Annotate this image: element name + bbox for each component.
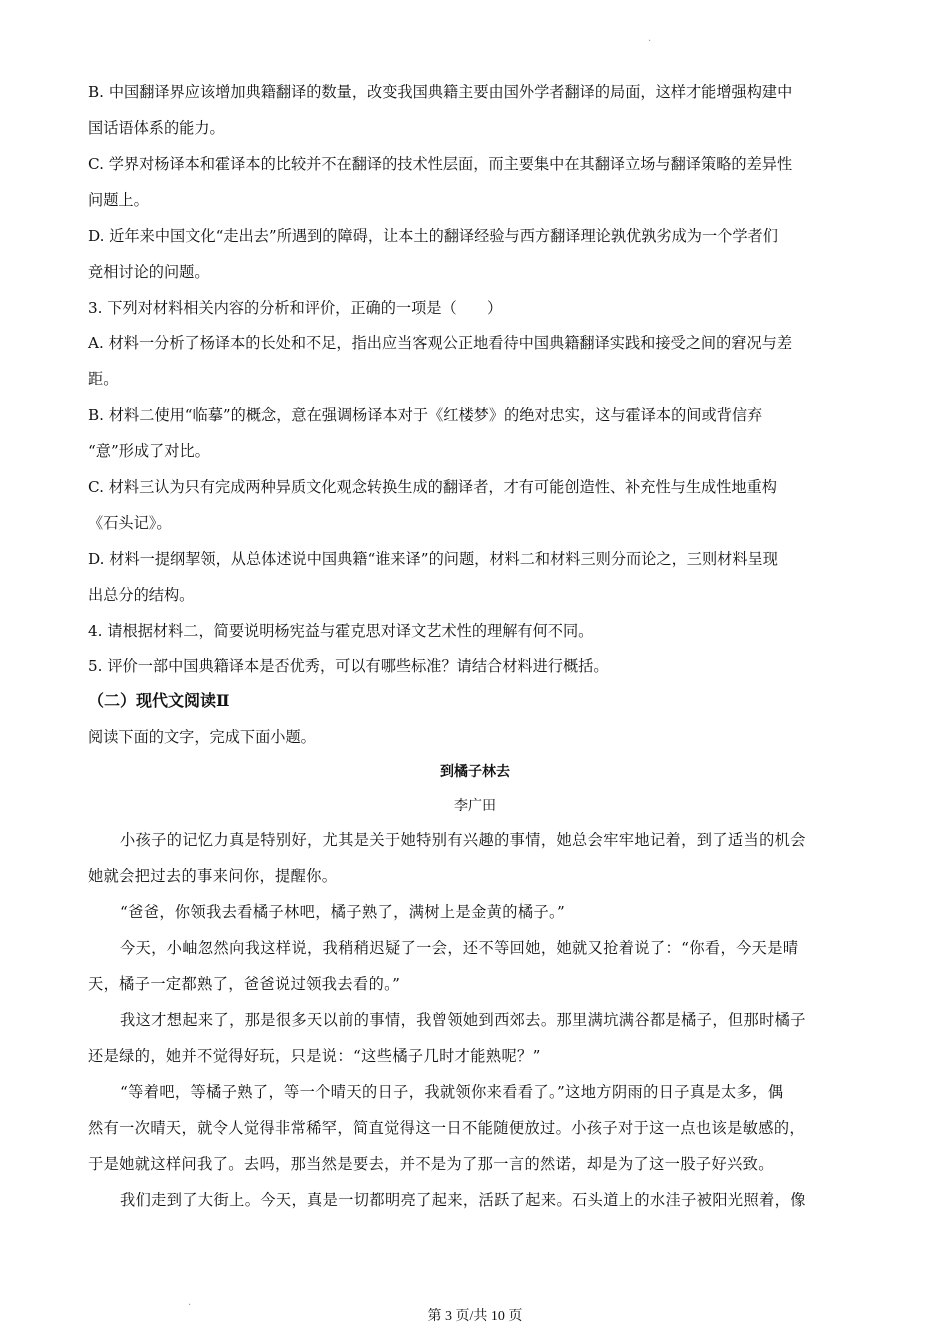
- paragraph-6-line-1: 我们走到了大街上。今天，真是一切都明亮了起来，活跃了起来。石头道上的水洼子被阳光照着，像: [120, 1191, 806, 1209]
- option-c-line-1: C. 学界对杨译本和霍译本的比较并不在翻译的技术性层面，而主要集中在其翻译立场与翻译策略的差异性: [88, 155, 793, 173]
- option-d-line-1: D. 近年来中国文化“走出去”所遇到的障碍，让本土的翻译经验与西方翻译理论孰优孰劣成为一个学者们: [88, 227, 778, 245]
- q3-option-d-line-1: D. 材料一提纲挈领，从总体述说中国典籍“谁来译”的问题，材料二和材料三则分而论之，三则材料呈现: [88, 550, 778, 568]
- q3-option-a-line-1: A. 材料一分析了杨译本的长处和不足，指出应当客观公正地看待中国典籍翻译实践和接受之间的窘况与差: [88, 334, 793, 352]
- q3-option-b-line-2: “意”形成了对比。: [88, 442, 210, 460]
- paragraph-5-line-3: 于是她就这样问我了。去吗，那当然是要去，并不是为了那一言的然诺，却是为了这一股子好兴致。: [88, 1155, 774, 1173]
- paragraph-3-line-1: 今天，小岫忽然向我这样说，我稍稍迟疑了一会，还不等回她，她就又抢着说了：“你看，今天是晴: [120, 939, 799, 957]
- paragraph-5-line-1: “等着吧，等橘子熟了，等一个晴天的日子，我就领你来看看了。”这地方阴雨的日子真是太多，偶: [120, 1083, 784, 1101]
- q3-option-b-line-1: B. 材料二使用“临摹”的概念，意在强调杨译本对于《红楼梦》的绝对忠实，这与霍译本的间或背信弃: [88, 406, 763, 424]
- paragraph-4-line-1: 我这才想起来了，那是很多天以前的事情，我曾领她到西郊去。那里满坑满谷都是橘子，但那时橘子: [120, 1011, 806, 1029]
- paragraph-4-line-2: 还是绿的，她并不觉得好玩，只是说：“这些橘子几时才能熟呢？”: [88, 1047, 541, 1065]
- option-c-line-2: 问题上。: [88, 191, 149, 209]
- scan-mark: ·: [188, 1300, 192, 1311]
- instruction: 阅读下面的文字，完成下面小题。: [88, 728, 316, 746]
- question-3-stem: 3. 下列对材料相关内容的分析和评价，正确的一项是（ ）: [88, 299, 503, 317]
- page-footer: 第 3 页/共 10 页: [427, 1309, 523, 1324]
- paragraph-1-line-1: 小孩子的记忆力真是特别好，尤其是关于她特别有兴趣的事情，她总会牢牢地记着，到了适当的机会: [120, 831, 806, 849]
- article-author: 李广田: [454, 798, 496, 814]
- section-heading: （二）现代文阅读Ⅱ: [88, 691, 230, 710]
- option-b-line-1: B. 中国翻译界应该增加典籍翻译的数量，改变我国典籍主要由国外学者翻译的局面，这样才能增强构建中: [88, 83, 793, 101]
- q3-option-c-line-2: 《石头记》。: [88, 514, 172, 532]
- q3-option-c-line-1: C. 材料三认为只有完成两种异质文化观念转换生成的翻译者，才有可能创造性、补充性与生成性地重构: [88, 478, 777, 496]
- question-5: 5. 评价一部中国典籍译本是否优秀，可以有哪些标准？请结合材料进行概括。: [88, 657, 609, 675]
- option-d-line-2: 竞相讨论的问题。: [88, 263, 210, 281]
- paragraph-2-line-1: “爸爸，你领我去看橘子林吧，橘子熟了，满树上是金黄的橘子。”: [120, 903, 566, 921]
- paragraph-3-line-2: 天，橘子一定都熟了，爸爸说过领我去看的。”: [88, 975, 401, 993]
- option-b-line-2: 国话语体系的能力。: [88, 119, 225, 137]
- article-title: 到橘子林去: [440, 764, 510, 780]
- paragraph-1-line-2: 她就会把过去的事来问你，提醒你。: [88, 867, 338, 885]
- q3-option-a-line-2: 距。: [88, 370, 119, 388]
- question-4: 4. 请根据材料二，简要说明杨宪益与霍克思对译文艺术性的理解有何不同。: [88, 622, 594, 640]
- scan-mark: ·: [648, 36, 652, 47]
- q3-option-d-line-2: 出总分的结构。: [88, 586, 195, 604]
- paragraph-5-line-2: 然有一次晴天，就令人觉得非常稀罕，简直觉得这一日不能随便放过。小孩子对于这一点也该是敏感的，: [88, 1119, 806, 1137]
